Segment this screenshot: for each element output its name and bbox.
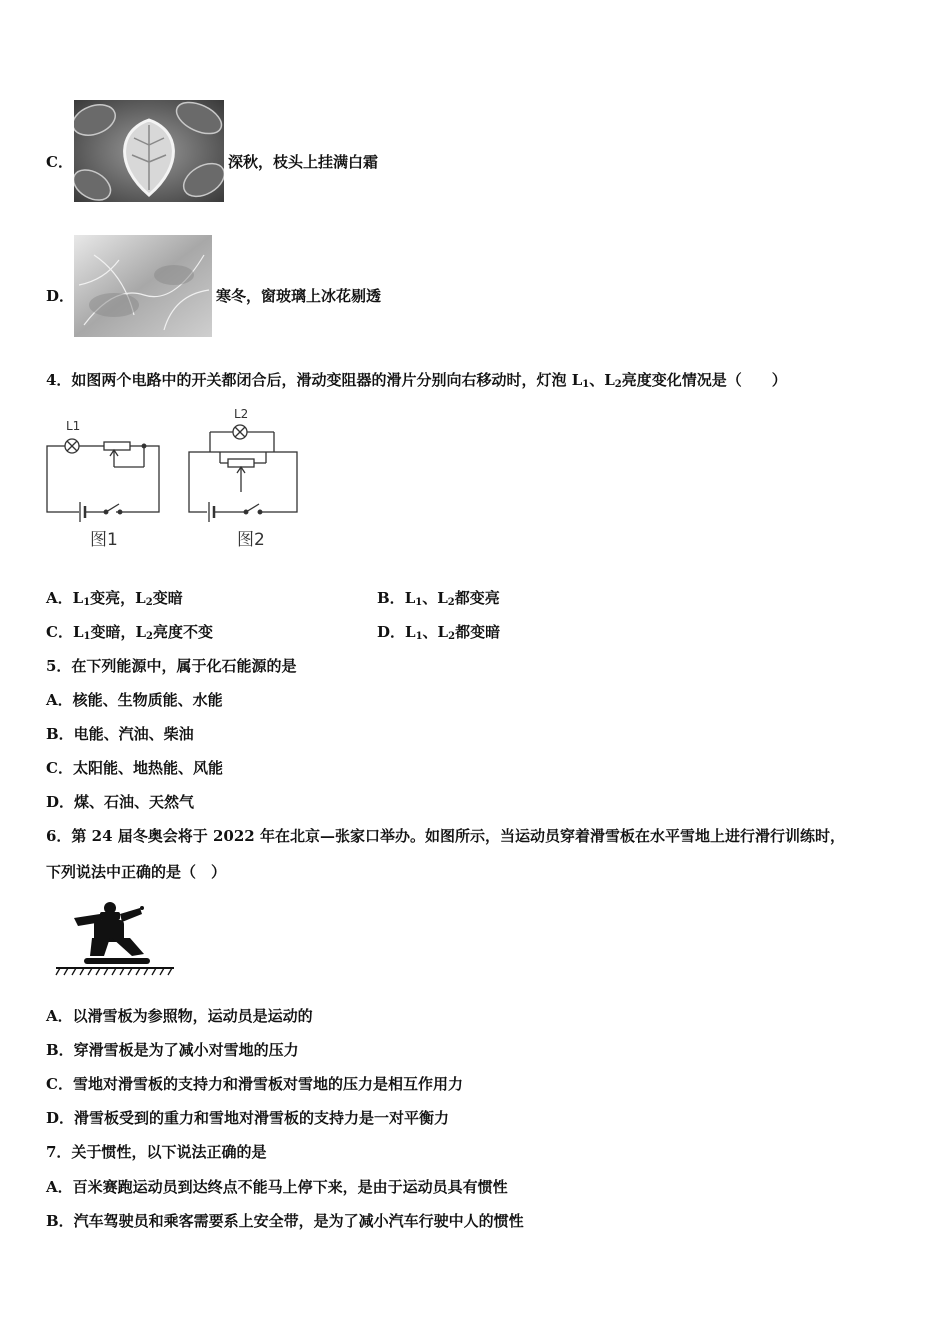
fig2-caption: 图2 <box>237 530 265 550</box>
option-text: 亮度不变 <box>153 623 214 641</box>
option-text: 变暗， <box>90 623 136 641</box>
q3-option-c-label: C． <box>46 153 73 171</box>
sub-2: 2 <box>448 631 456 642</box>
option-label: D． <box>377 623 406 641</box>
q3-option-d-label: D． <box>46 287 75 305</box>
circuit-diagram <box>44 402 304 554</box>
sub-1: 1 <box>83 597 91 608</box>
sep: 、 <box>422 623 438 641</box>
q4-option-c <box>46 622 213 647</box>
q6-option-b: B．穿滑雪板是为了减小对雪地的压力 <box>46 1041 299 1059</box>
fig2-lamp-label: L2 <box>234 407 249 421</box>
q5-option-d: D．煤、石油、天然气 <box>46 793 195 811</box>
sub-2: 2 <box>146 631 153 642</box>
option-label: B． <box>377 589 405 607</box>
window-ice-flowers-photo <box>74 235 212 337</box>
q3-option-d-caption: 寒冬，窗玻璃上冰花剔透 <box>216 287 382 305</box>
q7-stem: 7．关于惯性，以下说法正确的是 <box>46 1143 267 1161</box>
q4-stem-text-a: 4．如图两个电路中的开关都闭合后，滑动变阻器的滑片分别向右移动时，灯泡 <box>46 371 567 389</box>
option-text: 变亮， <box>90 589 136 607</box>
q4-option-a <box>46 588 183 613</box>
q4-stem-l2: L <box>604 371 615 389</box>
lamp-l: L <box>405 623 416 641</box>
lamp-l: L <box>404 589 416 607</box>
lamp-l: L <box>437 589 448 607</box>
q4-option-b <box>377 588 500 613</box>
lamp-l: L <box>72 623 84 641</box>
q4-stem-l1-sub: 1 <box>582 379 590 390</box>
q4-stem-l2-sub: 2 <box>614 379 622 390</box>
q5-option-a: A．核能、生物质能、水能 <box>46 691 223 709</box>
q4-option-d <box>377 622 500 647</box>
lamp-l: L <box>135 589 146 607</box>
q5-stem: 5．在下列能源中，属于化石能源的是 <box>46 657 297 675</box>
q4-stem-l1: L <box>571 371 583 389</box>
q5-option-c: C．太阳能、地热能、风能 <box>46 759 223 777</box>
q6-stem-line1: 6．第 24 届冬奥会将于 2022 年在北京—张家口举办。如图所示，当运动员穿着滑雪板在水平雪地上进行滑行训练时， <box>46 827 845 845</box>
q7-option-a: A．百米赛跑运动员到达终点不能马上停下来，是由于运动员具有惯性 <box>46 1178 508 1196</box>
snowboarder-figure <box>54 898 178 978</box>
lamp-l: L <box>437 623 449 641</box>
sub-1: 1 <box>415 597 423 608</box>
q4-stem-text-b: 亮度变化情况是（ ） <box>621 371 787 389</box>
q4-circuit-figures <box>44 402 304 554</box>
q7-option-b: B．汽车驾驶员和乘客需要系上安全带，是为了减小汽车行驶中人的惯性 <box>46 1212 524 1230</box>
sep: 、 <box>422 589 438 607</box>
sub-2: 2 <box>145 597 153 608</box>
sub-1: 1 <box>415 631 423 642</box>
option-text: 都变暗 <box>455 623 501 641</box>
q5-option-b: B．电能、汽油、柴油 <box>46 725 194 743</box>
sub-1: 1 <box>83 631 91 642</box>
option-label: C． <box>46 623 73 641</box>
q6-option-d: D．滑雪板受到的重力和雪地对滑雪板的支持力是一对平衡力 <box>46 1109 450 1127</box>
q6-option-a: A．以滑雪板为参照物，运动员是运动的 <box>46 1007 313 1025</box>
frost-leaves-photo <box>74 100 224 202</box>
option-text: 都变亮 <box>454 589 500 607</box>
sub-2: 2 <box>447 597 455 608</box>
q4-stem-sep: 、 <box>589 371 605 389</box>
fig1-caption: 图1 <box>90 530 118 550</box>
option-label: A． <box>46 589 73 607</box>
option-text: 变暗 <box>152 589 183 607</box>
lamp-l: L <box>135 623 147 641</box>
q6-option-c: C．雪地对滑雪板的支持力和滑雪板对雪地的压力是相互作用力 <box>46 1075 463 1093</box>
q3-option-c-caption: 深秋，枝头上挂满白霜 <box>228 153 379 171</box>
lamp-l: L <box>72 589 84 607</box>
fig1-lamp-label: L1 <box>66 419 81 433</box>
q4-stem <box>46 370 787 395</box>
q6-stem-line2: 下列说法中正确的是（ ） <box>46 863 227 881</box>
